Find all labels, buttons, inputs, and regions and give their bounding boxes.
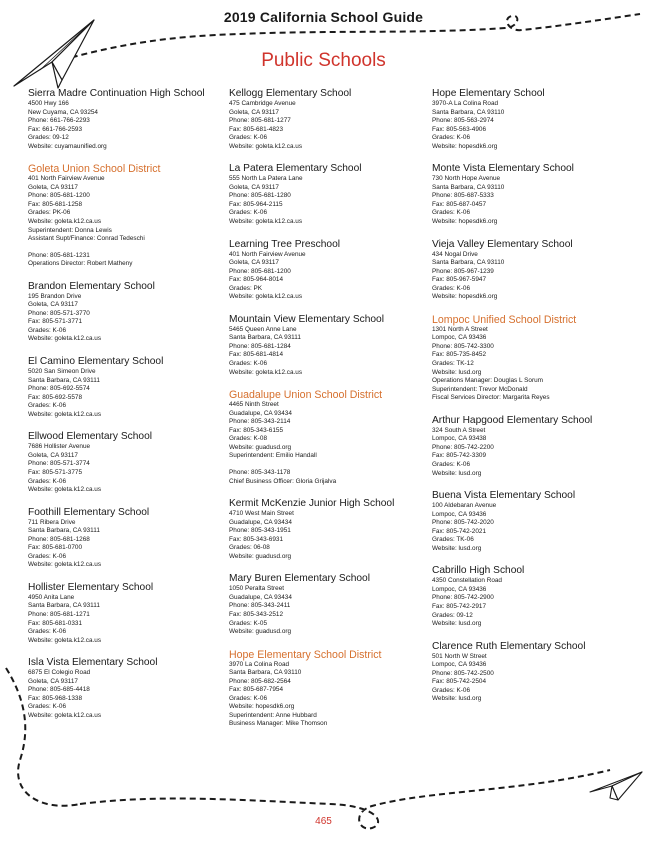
entry-detail-line: Website: guadusd.org [229, 443, 292, 451]
column-middle [229, 88, 429, 741]
district-entry [28, 163, 228, 268]
entry-detail-line: Fax: 805-681-0700 [28, 544, 83, 552]
entry-detail-line: Website: goleta.k12.ca.us [28, 218, 102, 226]
paper-plane-icon [590, 772, 642, 800]
entry-detail-line: Fax: 805-742-3309 [432, 452, 487, 460]
entry-detail-line: Fax: 805-343-6931 [229, 535, 284, 543]
entry-detail-line: Grades: K-06 [229, 360, 268, 368]
entry-detail-line: Goleta, CA 93117 [28, 451, 78, 459]
school-entry [229, 498, 429, 561]
school-name: Clarence Ruth Elementary School [432, 640, 586, 652]
entry-detail-line: 434 Nogal Drive [432, 250, 478, 258]
entry-detail-line: Guadalupe, CA 93434 [229, 518, 292, 526]
district-name: Guadalupe Union School District [229, 389, 383, 402]
entry-detail-line: Superintendent: Donna Lewis [28, 226, 112, 234]
entry-detail-line: Website: hopesdk6.org [229, 703, 295, 711]
entry-detail-line: Phone: 805-742-2500 [432, 669, 494, 677]
entry-detail-line: Lompoc, CA 93436 [432, 661, 487, 669]
entry-detail-line: Superintendent: Anne Hubbard [229, 711, 317, 719]
entry-detail-line: 475 Cambridge Avenue [229, 100, 296, 107]
entry-detail-line: 4950 Anita Lane [28, 593, 75, 601]
entry-detail-line: 324 South A Street [432, 426, 486, 434]
school-name: La Patera Elementary School [229, 163, 362, 175]
entry-detail-line: Website: cuyamaunified.org [28, 142, 107, 150]
entry-detail-line: 195 Brandon Drive [28, 292, 82, 300]
entry-detail-line: 401 North Fairview Avenue [28, 175, 105, 183]
school-entry [28, 507, 228, 570]
district-entry [229, 389, 429, 486]
district-entry [432, 314, 632, 403]
entry-detail-line: 4710 West Main Street [229, 510, 294, 518]
school-name: Cabrillo High School [432, 565, 525, 577]
entry-detail-line: Website: goleta.k12.ca.us [229, 293, 303, 301]
entry-spacer [229, 461, 429, 469]
entry-detail-line: Phone: 805-343-2411 [229, 602, 291, 610]
entry-detail-line: Goleta, CA 93117 [229, 183, 279, 191]
entry-detail-line: Website: goleta.k12.ca.us [28, 410, 102, 418]
school-entry [432, 565, 632, 628]
entry-detail-line: Operations Manager: Douglas L Sorum [432, 377, 543, 385]
school-entry [432, 490, 632, 553]
entry-detail-line: Grades: K-06 [28, 703, 67, 711]
entry-detail-line: Business Manager: Mike Thomson [229, 720, 328, 728]
entry-detail-line: Operations Director: Robert Matheny [28, 260, 133, 268]
entry-detail-line: Superintendent: Trevor McDonald [432, 385, 528, 393]
entry-detail-line: Website: goleta.k12.ca.us [28, 636, 102, 644]
entry-detail-line: Fax: 805-563-4906 [432, 125, 487, 133]
entry-detail-line: Grades: PK-06 [28, 209, 71, 217]
school-name: Kermit McKenzie Junior High School [229, 498, 395, 510]
school-entry [229, 573, 429, 636]
entry-detail-line: Grades: K-06 [229, 209, 268, 217]
entry-detail-line: Website: goleta.k12.ca.us [28, 561, 102, 569]
entry-detail-line: Guadalupe, CA 93434 [229, 593, 292, 601]
entry-detail-line: Grades: K-06 [229, 134, 268, 142]
section-title: Public Schools [261, 50, 386, 71]
entry-detail-line: Grades: K-06 [432, 134, 471, 142]
entry-detail-line: Goleta, CA 93117 [28, 301, 78, 309]
entry-detail-line: 3970 La Colina Road [229, 660, 290, 668]
entry-detail-line: Website: goleta.k12.ca.us [229, 368, 303, 376]
entry-detail-line: Fax: 805-967-5947 [432, 276, 487, 284]
entry-detail-line: Fax: 805-343-2512 [229, 610, 284, 618]
entry-detail-line: 1301 North A Street [432, 325, 488, 333]
entry-detail-line: Website: hopesdk6.org [432, 293, 498, 301]
entry-detail-line: Phone: 805-571-3770 [28, 309, 90, 317]
school-entry [432, 163, 632, 226]
entry-detail-line: Lompoc, CA 93436 [432, 585, 487, 593]
entry-detail-line: 4500 Hwy 166 [28, 100, 69, 107]
entry-detail-line: Goleta, CA 93117 [229, 108, 279, 116]
entry-detail-line: Lompoc, CA 93438 [432, 435, 487, 443]
entry-detail-line: Fax: 805-571-3775 [28, 468, 83, 476]
entry-detail-line: 5020 San Simeon Drive [28, 368, 96, 376]
entry-detail-line: Grades: K-08 [229, 435, 268, 443]
entry-detail-line: 6875 El Colegio Road [28, 669, 91, 677]
entry-detail-line: Chief Business Officer: Gloria Grijalva [229, 477, 337, 485]
entry-detail-line: 7686 Hollister Avenue [28, 443, 91, 451]
entry-detail-line: New Cuyama, CA 93254 [28, 108, 98, 116]
school-entry [28, 657, 228, 720]
entry-detail-line: Fax: 805-681-0331 [28, 619, 83, 627]
entry-detail-line: Phone: 805-682-2564 [229, 677, 291, 685]
entry-detail-line: Website: lusd.org [432, 469, 482, 477]
entry-detail-line: Fax: 805-742-2021 [432, 527, 487, 535]
district-entry [229, 649, 429, 729]
school-name: Kellogg Elementary School [229, 88, 352, 99]
entry-detail-line: Website: goleta.k12.ca.us [28, 335, 102, 343]
school-name: Hope Elementary School [432, 88, 545, 99]
entry-detail-line: Goleta, CA 93117 [229, 259, 279, 267]
school-entry [432, 641, 632, 704]
entry-detail-line: Grades: K-06 [432, 686, 471, 694]
entry-detail-line: Website: goleta.k12.ca.us [28, 486, 102, 494]
entry-detail-line: Phone: 805-681-1231 [28, 251, 90, 259]
entry-detail-line: Fax: 805-692-5578 [28, 393, 83, 401]
district-name: Hope Elementary School District [229, 648, 382, 661]
entry-detail-line: Santa Barbara, CA 93110 [432, 108, 505, 116]
entry-detail-line: Phone: 805-681-1284 [229, 342, 291, 350]
school-entry [432, 415, 632, 478]
entry-detail-line: Fax: 805-742-2917 [432, 602, 487, 610]
entry-detail-line: Fax: 805-742-2504 [432, 678, 487, 686]
entry-detail-line: Phone: 805-692-5574 [28, 385, 90, 393]
entry-detail-line: Website: hopesdk6.org [432, 142, 498, 150]
entry-detail-line: Grades: K-06 [28, 326, 67, 334]
entry-detail-line: Grades: K-06 [28, 628, 67, 636]
school-name: Isla Vista Elementary School [28, 657, 158, 669]
entry-detail-line: 730 North Hope Avenue [432, 175, 501, 183]
school-name: Vieja Valley Elementary School [432, 238, 573, 250]
entry-detail-line: Phone: 805-742-2200 [432, 443, 494, 451]
entry-detail-line: 100 Aldebaran Avenue [432, 502, 497, 510]
school-entry [28, 356, 228, 419]
entry-detail-line: Fax: 805-968-1338 [28, 694, 83, 702]
school-name: Brandon Elementary School [28, 280, 155, 292]
entry-detail-line: Phone: 805-681-1268 [28, 535, 90, 543]
entry-detail-line: Phone: 805-681-1200 [28, 192, 90, 200]
school-entry [432, 88, 632, 151]
column-right [432, 88, 632, 716]
entry-detail-line: Website: lusd.org [432, 620, 482, 628]
entry-detail-line: Phone: 805-343-1178 [229, 468, 291, 476]
entry-detail-line: Lompoc, CA 93436 [432, 510, 487, 518]
entry-detail-line: Website: lusd.org [432, 695, 482, 703]
entry-detail-line: Santa Barbara, CA 93110 [432, 183, 505, 191]
entry-detail-line: Goleta, CA 93117 [28, 183, 78, 191]
entry-detail-line: Santa Barbara, CA 93111 [28, 602, 100, 610]
entry-detail-line: Fax: 805-681-4823 [229, 125, 284, 133]
school-name: Mary Buren Elementary School [229, 573, 370, 585]
entry-detail-line: Phone: 805-343-1951 [229, 527, 291, 535]
entry-detail-line: 501 North W Street [432, 652, 487, 660]
entry-detail-line: Grades: K-05 [229, 619, 268, 627]
entry-detail-line: Grades: K-06 [28, 402, 67, 410]
entry-detail-line: Guadalupe, CA 93434 [229, 409, 292, 417]
entry-detail-line: Grades: TK-12 [432, 360, 474, 368]
entry-detail-line: Phone: 805-681-1200 [229, 267, 291, 275]
entry-detail-line: Fax: 805-687-7954 [229, 686, 284, 694]
entry-detail-line: Goleta, CA 93117 [28, 677, 78, 685]
entry-detail-line: 5465 Queen Anne Lane [229, 325, 297, 333]
entry-detail-line: 4350 Constellation Road [432, 577, 502, 585]
entry-detail-line: Phone: 805-742-3300 [432, 342, 494, 350]
entry-detail-line: Grades: 06-08 [229, 544, 270, 552]
entry-detail-line: Fax: 805-681-4814 [229, 351, 284, 359]
entry-detail-line: Website: goleta.k12.ca.us [229, 142, 303, 150]
entry-detail-line: 555 North La Patera Lane [229, 175, 303, 183]
entry-detail-line: Fax: 805-571-3771 [28, 318, 83, 326]
entry-detail-line: Grades: K-06 [28, 477, 67, 485]
entry-detail-line: Fax: 805-964-8014 [229, 276, 284, 284]
school-entry [229, 163, 429, 226]
school-name: Arthur Hapgood Elementary School [432, 414, 593, 426]
entry-detail-line: Phone: 805-742-2900 [432, 594, 494, 602]
entry-detail-line: Phone: 661-766-2293 [28, 117, 90, 125]
entry-detail-line: Phone: 805-687-5333 [432, 192, 494, 200]
entry-detail-line: Fax: 805-343-6155 [229, 426, 284, 434]
column-left [28, 88, 228, 732]
school-entry [28, 582, 228, 645]
entry-detail-line: Grades: 09-12 [28, 134, 69, 142]
school-name: Buena Vista Elementary School [432, 490, 576, 502]
district-name: Lompoc Unified School District [432, 313, 577, 326]
entry-detail-line: Phone: 805-681-1277 [229, 117, 291, 125]
entry-detail-line: Website: lusd.org [432, 544, 482, 552]
entry-detail-line: Phone: 805-563-2974 [432, 117, 494, 125]
entry-detail-line: 401 North Fairview Avenue [229, 250, 306, 258]
entry-spacer [28, 244, 228, 252]
entry-detail-line: 1050 Peralta Street [229, 585, 285, 593]
entry-detail-line: Website: guadusd.org [229, 628, 292, 636]
entry-detail-line: 711 Ribera Drive [28, 518, 76, 526]
school-name: El Camino Elementary School [28, 356, 164, 368]
entry-detail-line: Santa Barbara, CA 93110 [432, 259, 505, 267]
page-number: 465 [315, 816, 332, 827]
entry-detail-line: Phone: 805-685-4418 [28, 686, 90, 694]
entry-detail-line: Phone: 805-571-3774 [28, 460, 90, 468]
entry-detail-line: Santa Barbara, CA 93111 [28, 376, 100, 384]
entry-detail-line: Website: goleta.k12.ca.us [28, 711, 102, 719]
entry-detail-line: Lompoc, CA 93436 [432, 334, 487, 342]
entry-detail-line: Grades: 09-12 [432, 611, 473, 619]
entry-detail-line: Phone: 805-343-2114 [229, 418, 291, 426]
entry-detail-line: 3970-A La Colina Road [432, 100, 499, 107]
school-entry [432, 239, 632, 302]
guide-title: 2019 California School Guide [223, 9, 424, 25]
entry-detail-line: Grades: TK-06 [432, 536, 474, 544]
entry-detail-line: Fax: 805-681-1258 [28, 200, 83, 208]
entry-detail-line: Website: goleta.k12.ca.us [229, 218, 303, 226]
entry-detail-line: Grades: K-06 [432, 209, 471, 217]
entry-detail-line: Phone: 805-681-1280 [229, 192, 291, 200]
entry-detail-line: Santa Barbara, CA 93111 [28, 527, 100, 535]
school-name: Monte Vista Elementary School [432, 163, 574, 175]
entry-detail-line: Phone: 805-742-2020 [432, 519, 494, 527]
entry-detail-line: Website: guadusd.org [229, 552, 292, 560]
entry-detail-line: Phone: 805-967-1239 [432, 267, 494, 275]
school-name: Mountain View Elementary School [229, 313, 384, 325]
entry-detail-line: Fax: 805-687-0457 [432, 200, 487, 208]
entry-detail-line: Website: hopesdk6.org [432, 218, 498, 226]
school-entry [229, 239, 429, 302]
entry-detail-line: Grades: K-06 [229, 694, 268, 702]
entry-detail-line: Fax: 661-766-2593 [28, 125, 83, 133]
school-name: Hollister Elementary School [28, 581, 154, 593]
entry-detail-line: Fiscal Services Director: Margarita Reyes [432, 394, 550, 402]
school-name: Foothill Elementary School [28, 506, 150, 518]
entry-detail-line: Fax: 805-964-2115 [229, 200, 283, 208]
entry-detail-line: Website: lusd.org [432, 368, 482, 376]
school-entry [28, 281, 228, 344]
school-name: Learning Tree Preschool [229, 238, 340, 250]
entry-detail-line: Phone: 805-681-1271 [28, 610, 90, 618]
entry-detail-line: Grades: K-06 [28, 552, 67, 560]
entry-detail-line: Grades: K-06 [432, 460, 471, 468]
school-entry [28, 431, 228, 494]
school-entry [229, 88, 429, 151]
district-name: Goleta Union School District [28, 163, 161, 176]
entry-detail-line: Fax: 805-735-8452 [432, 351, 487, 359]
entry-detail-line: Santa Barbara, CA 93111 [229, 334, 301, 342]
entry-detail-line: 4465 Ninth Street [229, 401, 279, 409]
entry-detail-line: Assistant Supt/Finance: Conrad Tedeschi [28, 235, 145, 243]
school-entry [229, 314, 429, 377]
entry-detail-line: Grades: PK [229, 284, 263, 292]
entry-detail-line: Santa Barbara, CA 93110 [229, 669, 302, 677]
entry-detail-line: Grades: K-06 [432, 284, 471, 292]
school-entry [28, 88, 228, 151]
school-name: Sierra Madre Continuation High School [28, 88, 205, 99]
entry-detail-line: Superintendent: Emilio Handall [229, 452, 317, 460]
school-name: Ellwood Elementary School [28, 431, 153, 443]
